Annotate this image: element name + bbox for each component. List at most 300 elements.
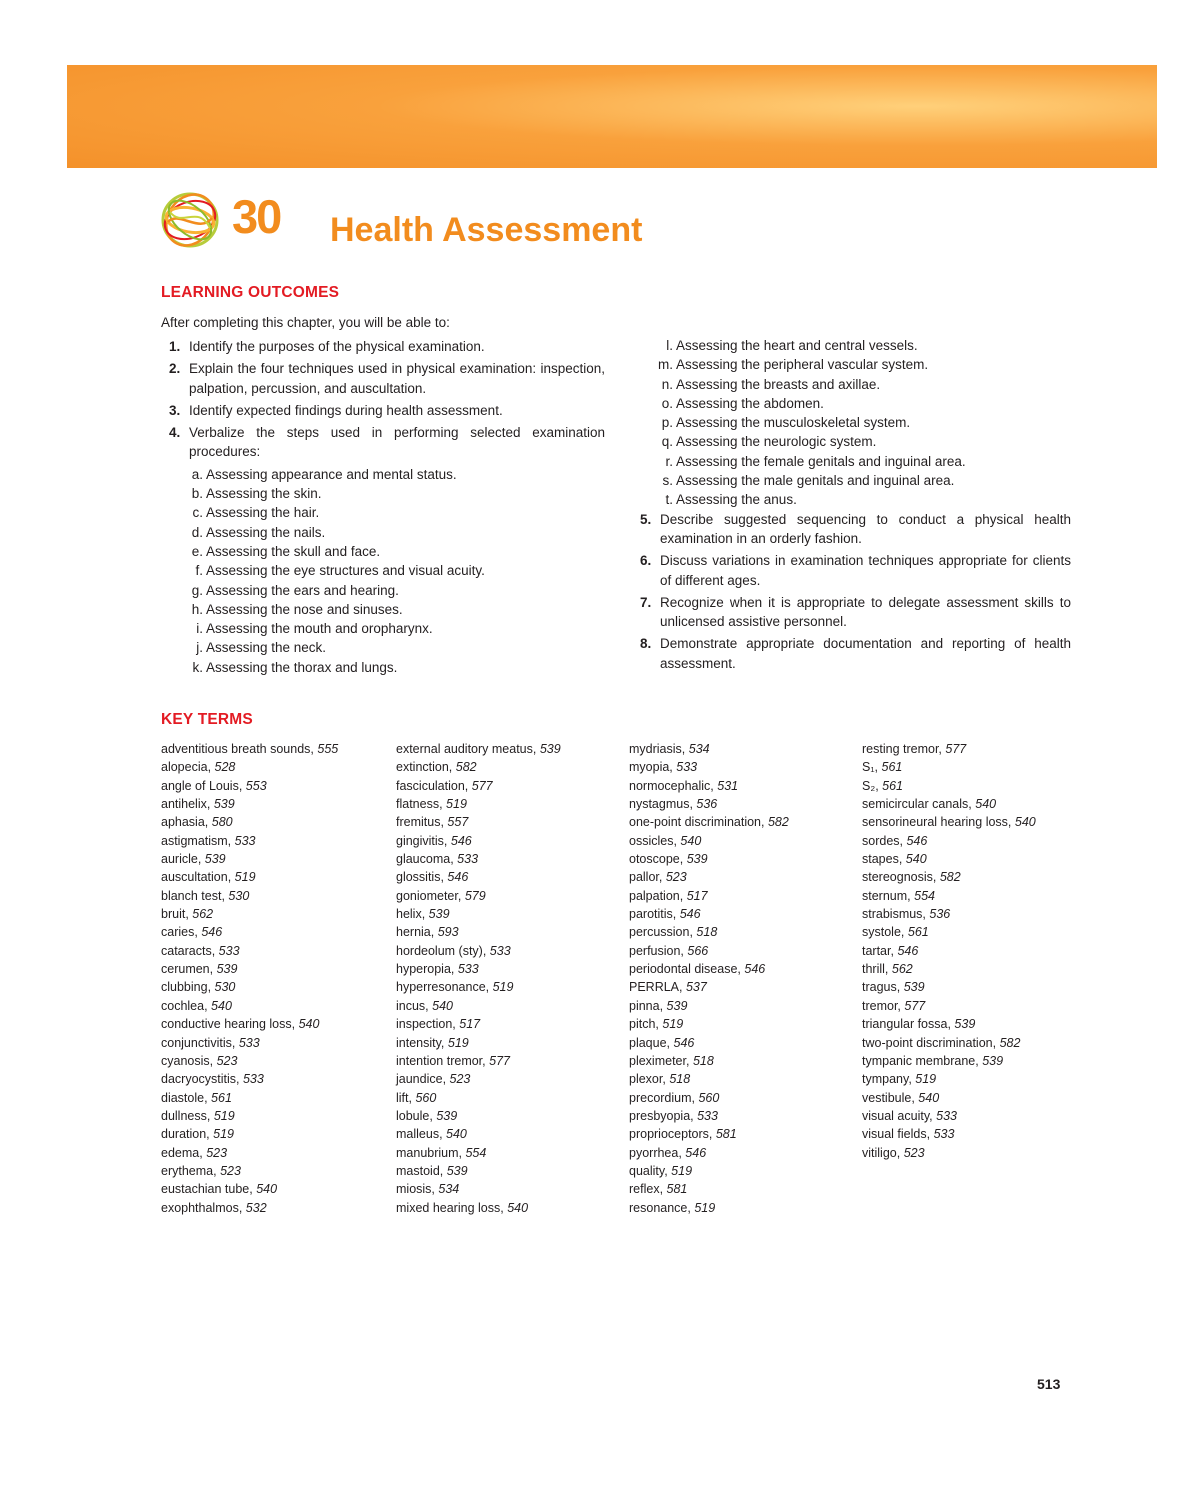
key-term-name: semicircular canals, [862,797,972,812]
key-term-name: dacryocystitis, [161,1072,240,1087]
key-term-page: 540 [507,1200,529,1215]
key-term [629,887,789,905]
key-term-page: 581 [715,1127,737,1142]
outcome-subitem [161,658,605,677]
key-term [862,1015,1036,1033]
key-term-name: one-point discrimination, [629,815,765,830]
outcome-number: 4. [169,425,181,441]
key-term-name: alopecia, [161,760,212,775]
key-terms-column-4 [862,740,1036,1162]
key-term [161,758,338,776]
key-term-page: 539 [982,1053,1004,1068]
key-term-page: 523 [903,1145,925,1160]
key-term-name: triangular fossa, [862,1017,951,1032]
key-term-page: 561 [882,778,904,793]
key-term-page: 519 [447,1035,469,1050]
key-term-page: 539 [213,797,235,812]
key-term [161,1199,338,1217]
key-term-name: antihelix, [161,797,211,812]
key-term-page: 539 [539,742,561,756]
outcome-number: 7. [640,594,652,610]
key-term-name: myopia, [629,760,673,775]
key-term-name: cerumen, [161,962,214,977]
outcome-subitem [637,452,1071,471]
chapter-emblem-icon [160,190,220,250]
key-term-page: 519 [213,1127,234,1142]
key-term-name: jaundice, [396,1072,447,1087]
subitem-text: Assessing the heart and central vessels. [676,338,918,353]
key-term-page: 518 [692,1053,714,1068]
key-term [161,1034,338,1052]
key-term [396,1107,561,1125]
key-term-page: 546 [450,833,472,848]
key-term [396,978,561,996]
key-term-name: auscultation, [161,870,232,885]
outcome-subitem [161,638,605,657]
key-term-name: intensity, [396,1035,445,1050]
key-term [862,1125,1036,1143]
key-term-name: S₂, [862,778,879,793]
outcome-subitem [637,375,1071,394]
outcome-subitem [637,432,1071,451]
key-term-page: 553 [245,778,267,793]
key-term [396,1034,561,1052]
subitem-letter: s. [662,473,673,489]
key-term-name: extinction, [396,760,453,775]
key-terms-column-3 [629,740,789,1217]
key-term-name: mixed hearing loss, [396,1200,504,1215]
key-term [396,1162,561,1180]
key-term [396,1180,561,1198]
key-term-name: hyperresonance, [396,980,490,995]
key-term [396,1052,561,1070]
subitem-text: Assessing the skull and face. [206,543,381,559]
key-term-name: tartar, [862,943,894,958]
key-term-name: visual fields, [862,1127,931,1142]
key-term [396,1089,561,1107]
key-term [629,868,789,886]
key-term-name: otoscope, [629,852,684,867]
key-term-page: 561 [211,1090,232,1105]
subitem-letter: m. [658,357,673,373]
outcome-number: 3. [169,402,181,418]
outcome-subitem [637,336,1071,355]
subitem-text: Assessing the abdomen. [676,395,824,411]
outcome-subitem [161,523,605,542]
key-term-page: 528 [214,760,236,775]
key-term-page: 546 [201,925,223,940]
key-term-name: tympanic membrane, [862,1053,979,1068]
key-term-name: miosis, [396,1182,435,1197]
key-term-name: stapes, [862,852,903,867]
key-term-name: proprioceptors, [629,1127,713,1142]
key-term [629,1107,789,1125]
key-term-page: 533 [933,1127,955,1142]
key-term [862,923,1036,941]
key-terms-column-2 [396,740,561,1217]
key-term-name: hyperopia, [396,962,455,977]
key-term-name: mydriasis, [629,742,686,756]
key-term-name: strabismus, [862,907,926,922]
key-term [862,832,1036,850]
key-term-name: thrill, [862,962,889,977]
key-term-name: quality, [629,1163,668,1178]
outcome-subitem [161,561,605,580]
key-term-page: 554 [465,1145,487,1160]
key-term-page: 523 [665,870,687,885]
outcome-number: 1. [169,339,181,354]
key-term-page: 579 [464,888,486,903]
outcome-number: 5. [640,511,652,527]
key-term-name: vestibule, [862,1090,915,1105]
outcome-item [637,634,1071,673]
key-term [396,960,561,978]
key-term-page: 539 [436,1108,458,1123]
key-term-page: 582 [939,870,961,885]
page-number: 513 [1037,1376,1061,1392]
key-term-name: hernia, [396,925,435,940]
key-term-page: 530 [214,980,236,995]
key-term [862,868,1036,886]
key-term-page: 537 [685,980,707,995]
key-term-name: PERRLA, [629,980,683,995]
key-term-page: 533 [936,1108,957,1123]
outcome-text: Identify expected findings during health assessment. [189,402,503,418]
learning-outcomes-heading: LEARNING OUTCOMES [161,284,340,301]
key-term-name: sensorineural hearing loss, [862,815,1012,830]
key-term [629,960,789,978]
key-term [629,832,789,850]
key-term [396,813,561,831]
key-term [862,1070,1036,1088]
key-term [161,1070,338,1088]
key-term [629,1089,789,1107]
key-term-page: 533 [457,962,479,977]
key-term [161,923,338,941]
key-term-name: incus, [396,998,429,1013]
key-term-page: 540 [1014,815,1036,830]
key-term-name: dullness, [161,1108,211,1123]
outcome-subitem [637,413,1071,432]
key-term-name: eustachian tube, [161,1182,253,1197]
key-term-page: 577 [489,1053,510,1068]
outcome-text: Describe suggested sequencing to conduct a physical health examination in an orderly fashion. [660,511,1071,546]
key-term [629,740,789,758]
key-term-page: 540 [432,998,453,1013]
key-term-page: 562 [891,962,913,977]
key-term-page: 540 [211,998,232,1013]
subitem-letter: q. [661,434,673,450]
key-term-page: 546 [685,1145,707,1160]
outcome-subitem [161,581,605,600]
key-term-page: 533 [234,833,256,848]
subitem-text: Assessing the male genitals and inguinal area. [676,473,955,489]
subitem-text: Assessing the anus. [676,492,797,508]
outcome-text: Verbalize the steps used in performing selected examination procedures: [189,425,605,460]
subitem-text: Assessing the skin. [206,486,322,502]
key-term-name: cochlea, [161,998,208,1013]
key-term-name: malleus, [396,1127,443,1142]
outcome-subitem [161,484,605,503]
key-term-name: mastoid, [396,1163,444,1178]
key-term-page: 533 [242,1072,264,1087]
key-term [396,923,561,941]
key-term-page: 534 [688,742,710,756]
key-term-name: diastole, [161,1090,208,1105]
key-term [629,1034,789,1052]
key-term-name: clubbing, [161,980,212,995]
key-term-page: 519 [234,870,256,885]
key-term-page: 534 [438,1182,460,1197]
key-term [629,1070,789,1088]
key-term-page: 561 [907,925,929,940]
outcome-subitem [161,503,605,522]
key-term [862,740,1036,758]
subitem-letter: h. [191,601,203,617]
key-term-name: bruit, [161,907,189,922]
key-term-name: pyorrhea, [629,1145,682,1160]
key-term [161,777,338,795]
outcome-subitem [161,619,605,638]
key-term-page: 555 [317,742,339,756]
key-term-name: perfusion, [629,943,684,958]
subitem-text: Assessing the hair. [206,505,320,521]
subitem-letter: k. [192,659,203,675]
key-term [862,887,1036,905]
key-terms-heading: KEY TERMS [161,711,253,728]
key-term [161,887,338,905]
key-term [396,758,561,776]
key-term-page: 533 [218,943,240,958]
key-term-name: S₁, [862,760,879,775]
outcome-text: Demonstrate appropriate documentation and reporting of health assessment. [660,636,1071,671]
subitem-text: Assessing the breasts and axillae. [676,376,881,392]
key-term-page: 518 [696,925,718,940]
key-term-name: periodontal disease, [629,962,741,977]
key-term-page: 523 [220,1163,241,1178]
key-term-name: inspection, [396,1017,456,1032]
subitem-letter: g. [191,582,203,598]
key-term-name: lift, [396,1090,412,1105]
key-term-page: 582 [455,760,477,775]
key-term [862,960,1036,978]
chapter-banner [67,65,1157,168]
subitem-text: Assessing the nails. [206,524,326,540]
key-term-page: 533 [697,1108,718,1123]
key-term-page: 530 [228,888,250,903]
key-term [161,740,338,758]
key-term [862,1034,1036,1052]
subitem-text: Assessing the nose and sinuses. [206,601,403,617]
subitem-letter: o. [661,395,673,411]
subitem-letter: f. [195,563,203,579]
key-term [629,1162,789,1180]
subitem-letter: t. [665,492,673,508]
subitem-letter: l. [666,338,673,353]
key-term-page: 540 [905,852,927,867]
key-term [862,777,1036,795]
key-term-name: parotitis, [629,907,677,922]
subitem-text: Assessing the thorax and lungs. [206,659,398,675]
key-term-page: 523 [206,1145,228,1160]
key-term-name: pitch, [629,1017,659,1032]
key-term [862,1107,1036,1125]
key-term-name: glossitis, [396,870,444,885]
key-term-page: 533 [457,852,479,867]
key-term-page: 540 [918,1090,940,1105]
key-term [862,813,1036,831]
subitem-letter: j. [196,640,203,656]
key-term-page: 540 [975,797,997,812]
key-term [862,1052,1036,1070]
key-term-page: 539 [903,980,925,995]
key-term-page: 546 [906,833,928,848]
key-term-page: 519 [671,1163,693,1178]
key-term-page: 560 [698,1090,720,1105]
key-term [629,1144,789,1162]
key-term [396,850,561,868]
outcome-number: 2. [169,361,181,377]
key-term [629,905,789,923]
key-term-page: 517 [459,1017,481,1032]
key-term-name: goniometer, [396,888,462,903]
key-term-page: 536 [929,907,951,922]
learning-outcomes-left-column [161,337,605,677]
key-term [629,1052,789,1070]
subitem-text: Assessing the female genitals and inguinal area. [676,453,966,469]
key-term [629,978,789,996]
key-term-name: visual acuity, [862,1108,933,1123]
subitem-letter: c. [192,505,203,521]
key-term-page: 566 [687,943,709,958]
key-term-name: duration, [161,1127,210,1142]
key-term [396,1199,561,1217]
key-term [629,942,789,960]
outcome-subitem [161,542,605,561]
key-term-name: external auditory meatus, [396,742,537,756]
key-term-name: fasciculation, [396,778,469,793]
key-term-name: reflex, [629,1182,664,1197]
key-term [396,832,561,850]
key-term-name: two-point discrimination, [862,1035,997,1050]
outcome-text: Identify the purposes of the physical examination. [189,339,485,354]
key-terms-column-1 [161,740,338,1217]
key-term [862,905,1036,923]
subitem-letter: d. [191,524,203,540]
key-term-name: blanch test, [161,888,225,903]
key-term [161,868,338,886]
key-term [862,942,1036,960]
outcome-item [161,401,605,420]
key-term-name: angle of Louis, [161,778,243,793]
key-term-page: 533 [489,943,511,958]
key-term-name: presbyopia, [629,1108,694,1123]
outcome-item [637,593,1071,632]
key-term [161,1125,338,1143]
outcome-subitem [161,600,605,619]
subitem-letter: n. [661,376,673,392]
key-term [161,942,338,960]
key-term-name: tremor, [862,998,901,1013]
key-term-page: 532 [245,1200,267,1215]
key-term [629,795,789,813]
outcome-text: Discuss variations in examination techniques appropriate for clients of different ages. [660,553,1071,588]
key-term-name: percussion, [629,925,693,940]
key-term-name: aphasia, [161,815,209,830]
key-term-page: 519 [446,797,467,812]
key-term-name: helix, [396,907,426,922]
outcome-item [161,337,605,356]
subitem-text: Assessing the mouth and oropharynx. [206,621,433,637]
key-term-page: 539 [666,998,688,1013]
outcome-subitem [637,355,1071,374]
key-term [862,1089,1036,1107]
key-term-page: 593 [437,925,459,940]
key-term [396,1125,561,1143]
key-term-page: 581 [666,1182,688,1197]
key-term [396,795,561,813]
outcome-item [161,359,605,398]
key-term-name: intention tremor, [396,1053,486,1068]
key-term-name: conductive hearing loss, [161,1017,296,1032]
key-term [396,1144,561,1162]
key-term-page: 518 [669,1072,691,1087]
outcome-subitem [637,471,1071,490]
outcome-number: 6. [640,553,652,569]
key-term-page: 539 [686,852,708,867]
key-term [161,832,338,850]
key-term-page: 519 [662,1017,684,1032]
key-term-name: tympany, [862,1072,912,1087]
key-term-page: 582 [767,815,789,830]
key-term-page: 539 [216,962,238,977]
key-term-name: resting tremor, [862,742,942,756]
key-term-name: tragus, [862,980,901,995]
key-term-name: conjunctivitis, [161,1035,236,1050]
key-term-name: lobule, [396,1108,433,1123]
key-term-name: fremitus, [396,815,444,830]
key-term-name: precordium, [629,1090,695,1105]
key-term-page: 561 [881,760,903,775]
outcome-subitem [161,465,605,484]
key-term [396,942,561,960]
key-term [161,1052,338,1070]
subitem-text: Assessing the eye structures and visual acuity. [206,563,485,579]
key-term-page: 554 [914,888,935,903]
key-term [396,868,561,886]
key-term [161,850,338,868]
key-term-name: plaque, [629,1035,671,1050]
key-term-page: 539 [446,1163,468,1178]
key-term-page: 540 [256,1182,278,1197]
key-term-name: manubrium, [396,1145,462,1160]
subitem-text: Assessing the ears and hearing. [206,582,399,598]
key-term-page: 577 [904,998,926,1013]
outcome-subitem [637,394,1071,413]
subitem-letter: r. [665,453,673,469]
key-term [161,1015,338,1033]
key-term-name: systole, [862,925,905,940]
key-term [862,795,1036,813]
key-term-page: 560 [415,1090,437,1105]
outcome-subitem [637,490,1071,509]
key-term [161,960,338,978]
key-term-page: 519 [213,1108,235,1123]
outcome-number: 8. [640,636,652,652]
key-term-page: 546 [744,962,766,977]
key-term [396,777,561,795]
key-term-name: cataracts, [161,943,216,958]
